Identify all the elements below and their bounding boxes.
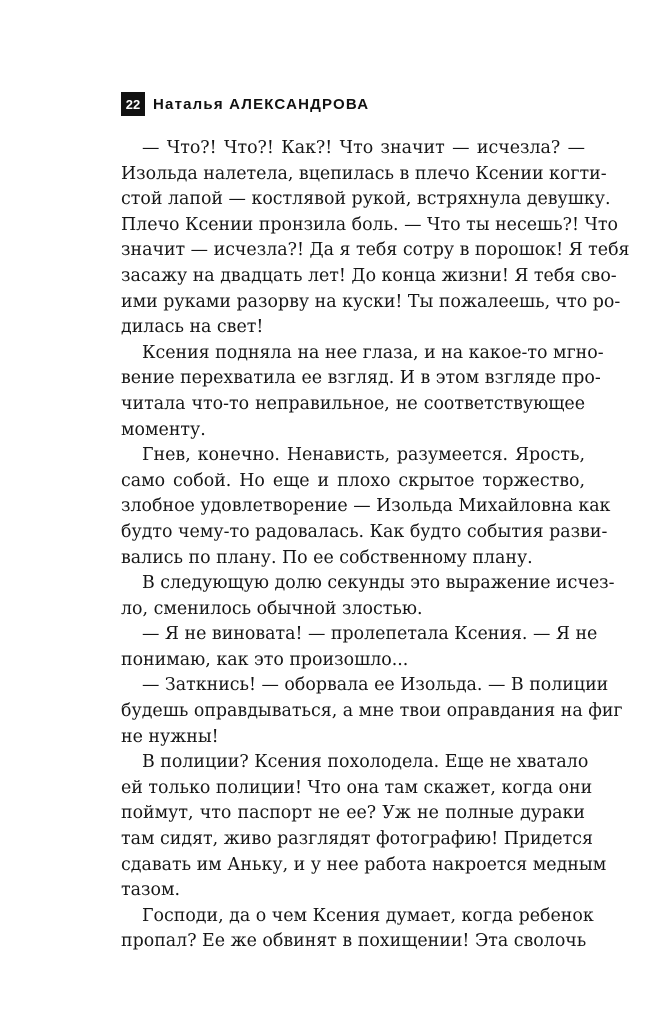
text-line: моменту. (121, 419, 206, 440)
text-line: В следующую долю секунды это выражение исчез- (142, 573, 615, 594)
paragraph (121, 622, 598, 673)
paragraph (121, 341, 604, 443)
text-line: Гнев, конечно. Ненависть, разумеется. Ярость, (142, 445, 585, 466)
text-line: Изольда налетела, вцепилась в плечо Ксении когти- (121, 163, 607, 184)
paragraph (121, 904, 594, 955)
text-line: Ксения подняла на нее глаза, и на какое-то мгно- (142, 342, 604, 363)
text-line: ими руками разорву на куски! Ты пожалеешь, что ро- (121, 291, 621, 312)
text-line: дилась на свет! (121, 317, 264, 338)
author-name: Наталья АЛЕКСАНДРОВА (153, 95, 370, 113)
text-line: Господи, да о чем Ксения думает, когда ребенок (142, 905, 594, 926)
text-line: — Я не виновата! — пролепетала Ксения. — Я не (142, 624, 598, 645)
text-line: злобное удовлетворение — Изольда Михайловна как (121, 496, 611, 517)
running-header (121, 92, 369, 116)
paragraph (121, 136, 630, 341)
page-number: 22 (121, 92, 145, 116)
text-line: засажу на двадцать лет! До конца жизни! Я тебя сво- (121, 265, 617, 286)
text-line: читала что-то неправильное, не соответствующее (121, 393, 585, 414)
body-text (121, 136, 630, 955)
text-line: тазом. (121, 880, 180, 901)
text-line: сдавать им Аньку, и у нее работа накроется медным (121, 854, 607, 875)
text-line: будто чему-то радовалась. Как будто события разви- (121, 521, 608, 542)
text-line: пропал? Ее же обвинят в похищении! Эта сволочь (121, 931, 587, 952)
paragraph (121, 673, 623, 750)
text-line: вение перехватила ее взгляд. И в этом взгляде про- (121, 368, 601, 389)
paragraph (121, 750, 607, 904)
text-line: значит — исчезла?! Да я тебя сотру в порошок! Я тебя (121, 240, 630, 261)
text-line: Плечо Ксении пронзила боль. — Что ты несешь?! Что (121, 214, 619, 235)
text-line: ей только полиции! Что она там скажет, когда они (121, 777, 593, 798)
text-line: ло, сменилось обычной злостью. (121, 598, 423, 619)
text-line: там сидят, живо разглядят фотографию! Придется (121, 829, 593, 850)
paragraph (121, 443, 611, 571)
text-line: понимаю, как это произошло... (121, 649, 409, 670)
text-line: вались по плану. По ее собственному плану. (121, 547, 533, 568)
text-line: поймут, что паспорт не ее? Уж не полные дураки (121, 803, 585, 824)
text-line: — Что?! Что?! Как?! Что значит — исчезла? — (142, 138, 585, 158)
text-line: — Заткнись! — оборвала ее Изольда. — В полиции (142, 675, 609, 696)
text-line: будешь оправдываться, а мне твои оправдания на фиг (121, 701, 623, 722)
text-line: не нужны! (121, 726, 219, 747)
paragraph (121, 571, 615, 622)
text-line: само собой. Но еще и плохо скрытое торжество, (121, 470, 585, 491)
text-line: В полиции? Ксения похолодела. Еще не хватало (142, 752, 589, 773)
text-line: стой лапой — костлявой рукой, встряхнула девушку. (121, 189, 611, 210)
